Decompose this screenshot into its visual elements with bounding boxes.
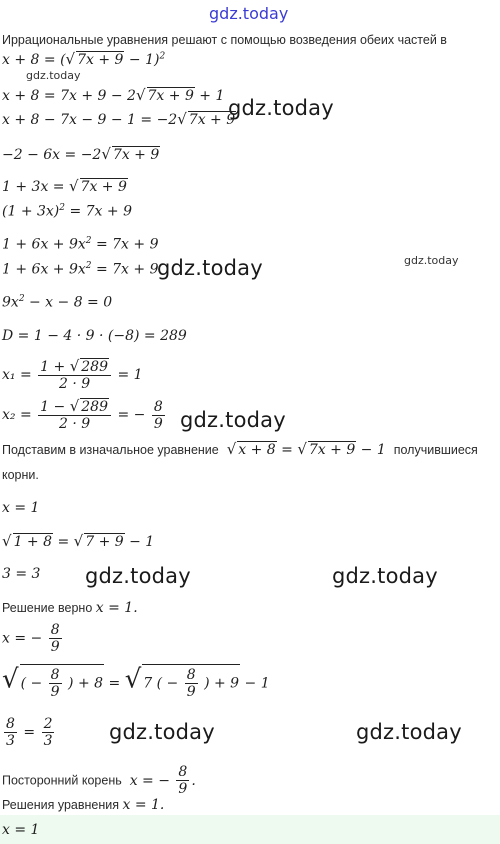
equation-7: $1 + 6x + 9x^2 = 7x + 9$ (2, 236, 159, 253)
watermark: gdz.today (85, 564, 191, 588)
watermark: gdz.today (157, 256, 263, 280)
equation-1: x + 8 = (√ 7x + 9 − 1)$^2$ (2, 50, 166, 68)
watermark-small: gdz.today (404, 254, 459, 267)
answer-highlight (0, 815, 500, 844)
equation-2: x + 8 = 7x + 9 − 2√ 7x + 9 + 1 (2, 86, 225, 104)
watermark: gdz.today (332, 564, 438, 588)
equation-5: 1 + 3x = √ 7x + 9 (2, 177, 127, 195)
root-x2: x₂ = $\frac{1 - √ 289}{2 \cdot 9}$ = − $\frac{8}{9}$ (2, 397, 163, 432)
watermark: gdz.today (109, 720, 215, 744)
watermark-small: gdz.today (26, 69, 81, 82)
check-result: 3 = 3 (2, 566, 41, 582)
roots-word: корни. (2, 468, 39, 482)
solution-text: Решения уравнения x = 1. (2, 797, 165, 813)
watermark: gdz.today (180, 408, 286, 432)
watermark: gdz.today (228, 96, 334, 120)
check-sqrt: √ 1 + 8 = √ 7 + 9 − 1 (2, 532, 155, 550)
check-x2: x = − $\frac{8}{9}$ (2, 622, 60, 655)
substitute-text: Подставим в изначальное уравнение √ x + 8 = √ 7x + 9 − 1 получившиеся (2, 440, 478, 458)
equation-3: x + 8 − 7x − 9 − 1 = −2√ 7x + 9 (2, 110, 236, 128)
intro-text: Иррациональные уравнения решают с помощью возведения обеих частей в (2, 33, 447, 47)
root-x1: x₁ = $\frac{1 + √ 289}{2 \cdot 9}$ = 1 (2, 357, 143, 392)
check-x2-sqrt: √ ( − $\frac{8}{9}$ ) + 8 = √ 7 ( − $\frac{8}{9}$ ) + 9 − 1 (2, 664, 270, 700)
extraneous-text: Посторонний корень x = − $\frac{8}{9}$ . (2, 764, 196, 797)
check-x2-result: $\frac{8}{3}$ = $\frac{2}{3}$ (6, 716, 53, 749)
final-answer: x = 1 (2, 822, 40, 838)
equation-4: −2 − 6x = −2√ 7x + 9 (2, 145, 160, 163)
correct-text: Решение верно x = 1. (2, 600, 138, 616)
discriminant: D = 1 − 4 · 9 · (−8) = 289 (2, 328, 187, 344)
check-x1: x = 1 (2, 500, 40, 516)
equation-6: $(1 + 3x)^2 = 7x + 9$ (2, 203, 132, 220)
watermark: gdz.today (356, 720, 462, 744)
site-logo[interactable]: gdz.today (209, 4, 289, 23)
equation-9: $9x^2 - x - 8 = 0$ (2, 294, 113, 311)
equation-8: $1 + 6x + 9x^2 = 7x + 9$ (2, 261, 159, 278)
